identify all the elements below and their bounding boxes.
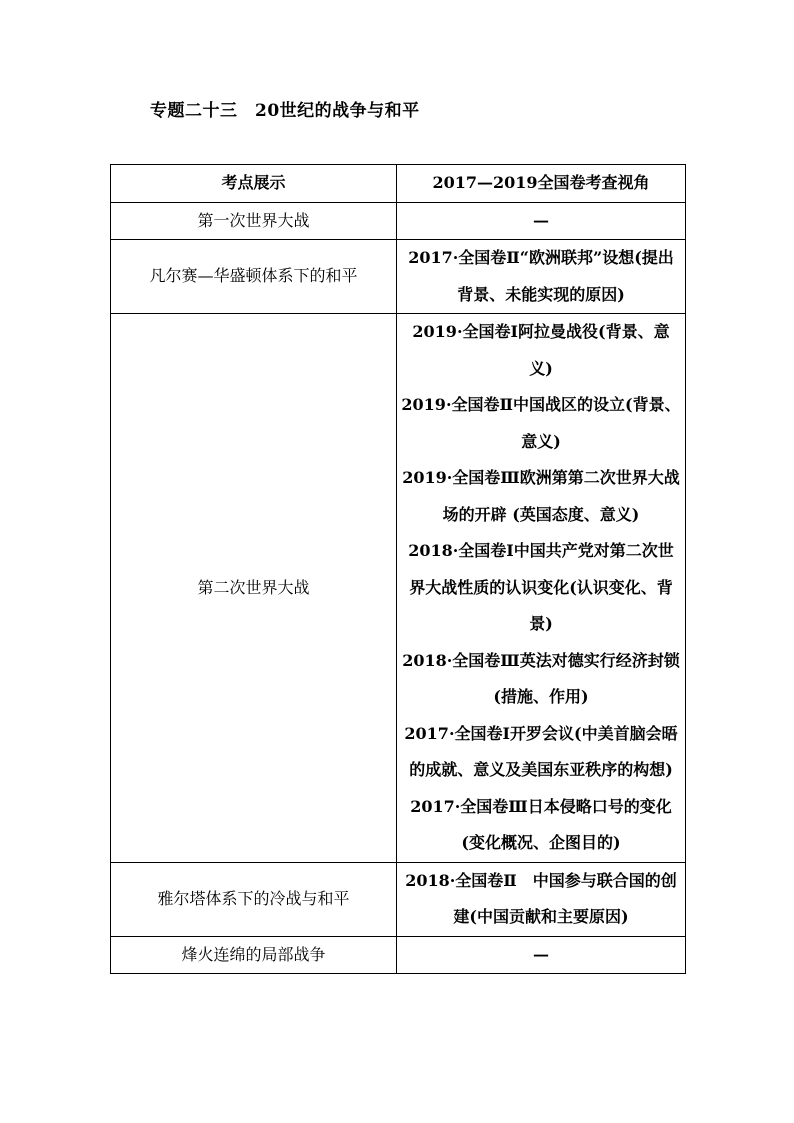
table-row — [111, 862, 686, 936]
exam-cell — [397, 862, 686, 936]
exam-cell — [397, 936, 686, 974]
exam-entry: — — [533, 944, 549, 964]
header-topic: 考点展示 — [111, 165, 397, 203]
topic-cell: 第一次世界大战 — [111, 202, 397, 240]
exam-entry: — — [533, 210, 549, 230]
header-exam-perspective: 2017—2019全国卷考查视角 — [397, 165, 686, 203]
exam-entry: 2018·全国卷Ⅱ 中国参与联合国的创建(中国贡献和主要原因) — [405, 870, 677, 926]
exam-entry: 2017·全国卷Ⅱ“欧洲联邦”设想(提出背景、未能实现的原因) — [408, 248, 674, 304]
topic-cell: 烽火连绵的局部战争 — [111, 936, 397, 974]
topic-cell: 雅尔塔体系下的冷战与和平 — [111, 862, 397, 936]
exam-topics-table — [110, 164, 686, 974]
table-header-row — [111, 165, 686, 203]
exam-entry: 2018·全国卷Ⅲ英法对德实行经济封锁(措施、作用) — [402, 650, 680, 706]
table-row — [111, 240, 686, 314]
exam-entry: 2019·全国卷Ⅲ欧洲第第二次世界大战场的开辟 (英国态度、意义) — [402, 468, 680, 524]
table-row — [111, 936, 686, 974]
table-row — [111, 202, 686, 240]
page-title: 专题二十三 20世纪的战争与和平 — [150, 101, 420, 121]
exam-entry: 2019·全国卷Ⅰ阿拉曼战役(背景、意义) — [412, 322, 670, 378]
exam-cell — [397, 202, 686, 240]
table-row — [111, 314, 686, 863]
exam-cell — [397, 314, 686, 863]
topic-cell: 凡尔赛—华盛顿体系下的和平 — [111, 240, 397, 314]
exam-entry: 2017·全国卷Ⅲ日本侵略口号的变化(变化概况、企图目的) — [410, 796, 672, 852]
exam-entry: 2018·全国卷Ⅰ中国共产党对第二次世界大战性质的认识变化(认识变化、背景) — [408, 541, 674, 633]
exam-entry: 2017·全国卷Ⅰ开罗会议(中美首脑会晤的成就、意义及美国东亚秩序的构想) — [404, 723, 678, 779]
exam-entry: 2019·全国卷Ⅱ中国战区的设立(背景、意义) — [401, 395, 681, 451]
topic-cell: 第二次世界大战 — [111, 314, 397, 863]
exam-cell — [397, 240, 686, 314]
